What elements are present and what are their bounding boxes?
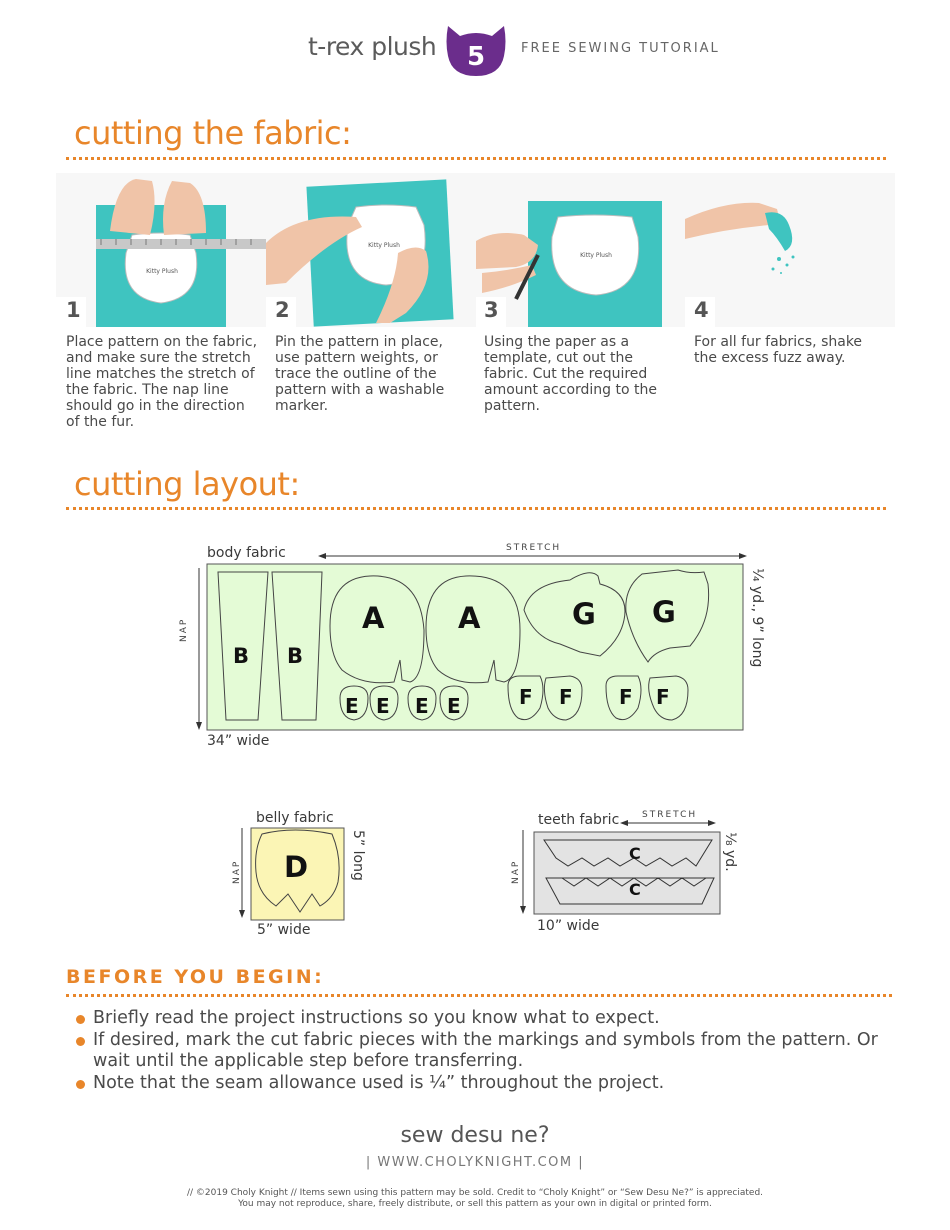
- teeth-size-label: ⅛ yd.: [722, 832, 738, 872]
- dotted-divider: [66, 994, 892, 997]
- step-number-2: 2: [275, 298, 290, 322]
- teeth-fabric-label: teeth fabric: [538, 812, 620, 828]
- belly-fabric-label: belly fabric: [256, 810, 334, 826]
- piece-f-label: F: [559, 685, 573, 709]
- piece-g-label: G: [652, 595, 676, 629]
- footer-brand: sew desu ne?: [400, 1123, 550, 1148]
- body-size-label: ¼ yd., 9” long: [749, 568, 765, 668]
- dotted-divider: [66, 157, 886, 160]
- footer-website-link[interactable]: | WWW.CHOLYKNIGHT.COM |: [365, 1155, 585, 1170]
- step-number-1: 1: [66, 298, 81, 322]
- body-width-label: 34” wide: [207, 733, 270, 749]
- belly-length-label: 5” long: [350, 830, 366, 881]
- list-item: Note that the seam allowance used is ¼” throughout the project.: [76, 1073, 896, 1095]
- legal-line-2: You may not reproduce, share, freely distribute, or sell this pattern as your own in digital or printed form.: [238, 1199, 712, 1209]
- piece-c-label: C: [629, 844, 641, 863]
- belly-width-label: 5” wide: [257, 922, 311, 938]
- piece-e-label: E: [345, 694, 359, 718]
- piece-c-label: C: [629, 880, 641, 899]
- body-stretch-label: STRETCH: [506, 543, 562, 553]
- page-number: 5: [466, 42, 486, 72]
- dotted-divider: [66, 507, 886, 510]
- step-number-4: 4: [694, 298, 709, 322]
- legal-line-1: // ©2019 Choly Knight // Items sewn using this pattern may be sold. Credit to “Choly Knight” or “Sew Desu Ne?” is appreciated.: [186, 1188, 764, 1198]
- step-text-4: For all fur fabrics, shake the excess fuzz away.: [694, 334, 863, 366]
- cat-page-badge: [444, 22, 508, 78]
- piece-g-label: G: [572, 597, 596, 631]
- list-item: Briefly read the project instructions so you know what to expect.: [76, 1008, 896, 1030]
- body-nap-label: NAP: [179, 617, 189, 642]
- svg-text:Kitty Plush: Kitty Plush: [368, 242, 400, 249]
- teeth-width-label: 10” wide: [537, 918, 600, 934]
- header-subtitle: FREE SEWING TUTORIAL: [521, 41, 720, 56]
- before-you-begin-heading: BEFORE YOU BEGIN:: [66, 966, 325, 988]
- cat-head-icon: [444, 22, 508, 78]
- list-item: If desired, mark the cut fabric pieces with the markings and symbols from the pattern. Or wait until the applicable step before transferring.: [76, 1030, 896, 1073]
- body-fabric-label: body fabric: [207, 545, 286, 561]
- svg-text:Kitty Plush: Kitty Plush: [146, 268, 178, 275]
- step-text-3: Using the paper as a template, cut out the fabric. Cut the required amount according to the pattern.: [484, 334, 657, 414]
- piece-e-label: E: [447, 694, 461, 718]
- svg-text:Kitty Plush: Kitty Plush: [580, 252, 612, 259]
- step-text-2: Pin the pattern in place, use pattern weights, or trace the outline of the pattern with a washable marker.: [275, 334, 445, 414]
- piece-a-label: A: [362, 601, 385, 635]
- pattern-title: t-rex plush: [308, 32, 437, 61]
- piece-f-label: F: [519, 685, 533, 709]
- cutting-fabric-heading: cutting the fabric:: [74, 114, 352, 152]
- step-photo-4: [685, 173, 895, 327]
- teeth-stretch-label: STRETCH: [642, 810, 698, 820]
- piece-b-label: B: [233, 644, 250, 668]
- piece-e-label: E: [415, 694, 429, 718]
- piece-f-label: F: [619, 685, 633, 709]
- belly-fabric-layout: [236, 824, 348, 924]
- cutting-layout-heading: cutting layout:: [74, 465, 300, 503]
- step-text-1: Place pattern on the fabric, and make sure the stretch line matches the stretch of the fabric. The nap line should go in the direction of the fur.: [66, 334, 258, 430]
- step-photo-3: [476, 173, 686, 327]
- piece-a-label: A: [458, 601, 481, 635]
- piece-f-label: F: [656, 685, 670, 709]
- piece-d-label: D: [284, 850, 309, 884]
- body-fabric-layout: [190, 548, 760, 734]
- piece-e-label: E: [376, 694, 390, 718]
- belly-nap-label: NAP: [232, 859, 242, 884]
- step-photo-2: [266, 173, 476, 327]
- piece-b-label: B: [287, 644, 304, 668]
- before-you-begin-list: [76, 1008, 896, 1094]
- teeth-nap-label: NAP: [511, 859, 521, 884]
- footer-legal: [0, 1188, 950, 1210]
- teeth-fabric-layout: [516, 814, 726, 918]
- step-photo-1: [56, 173, 266, 327]
- step-number-3: 3: [484, 298, 499, 322]
